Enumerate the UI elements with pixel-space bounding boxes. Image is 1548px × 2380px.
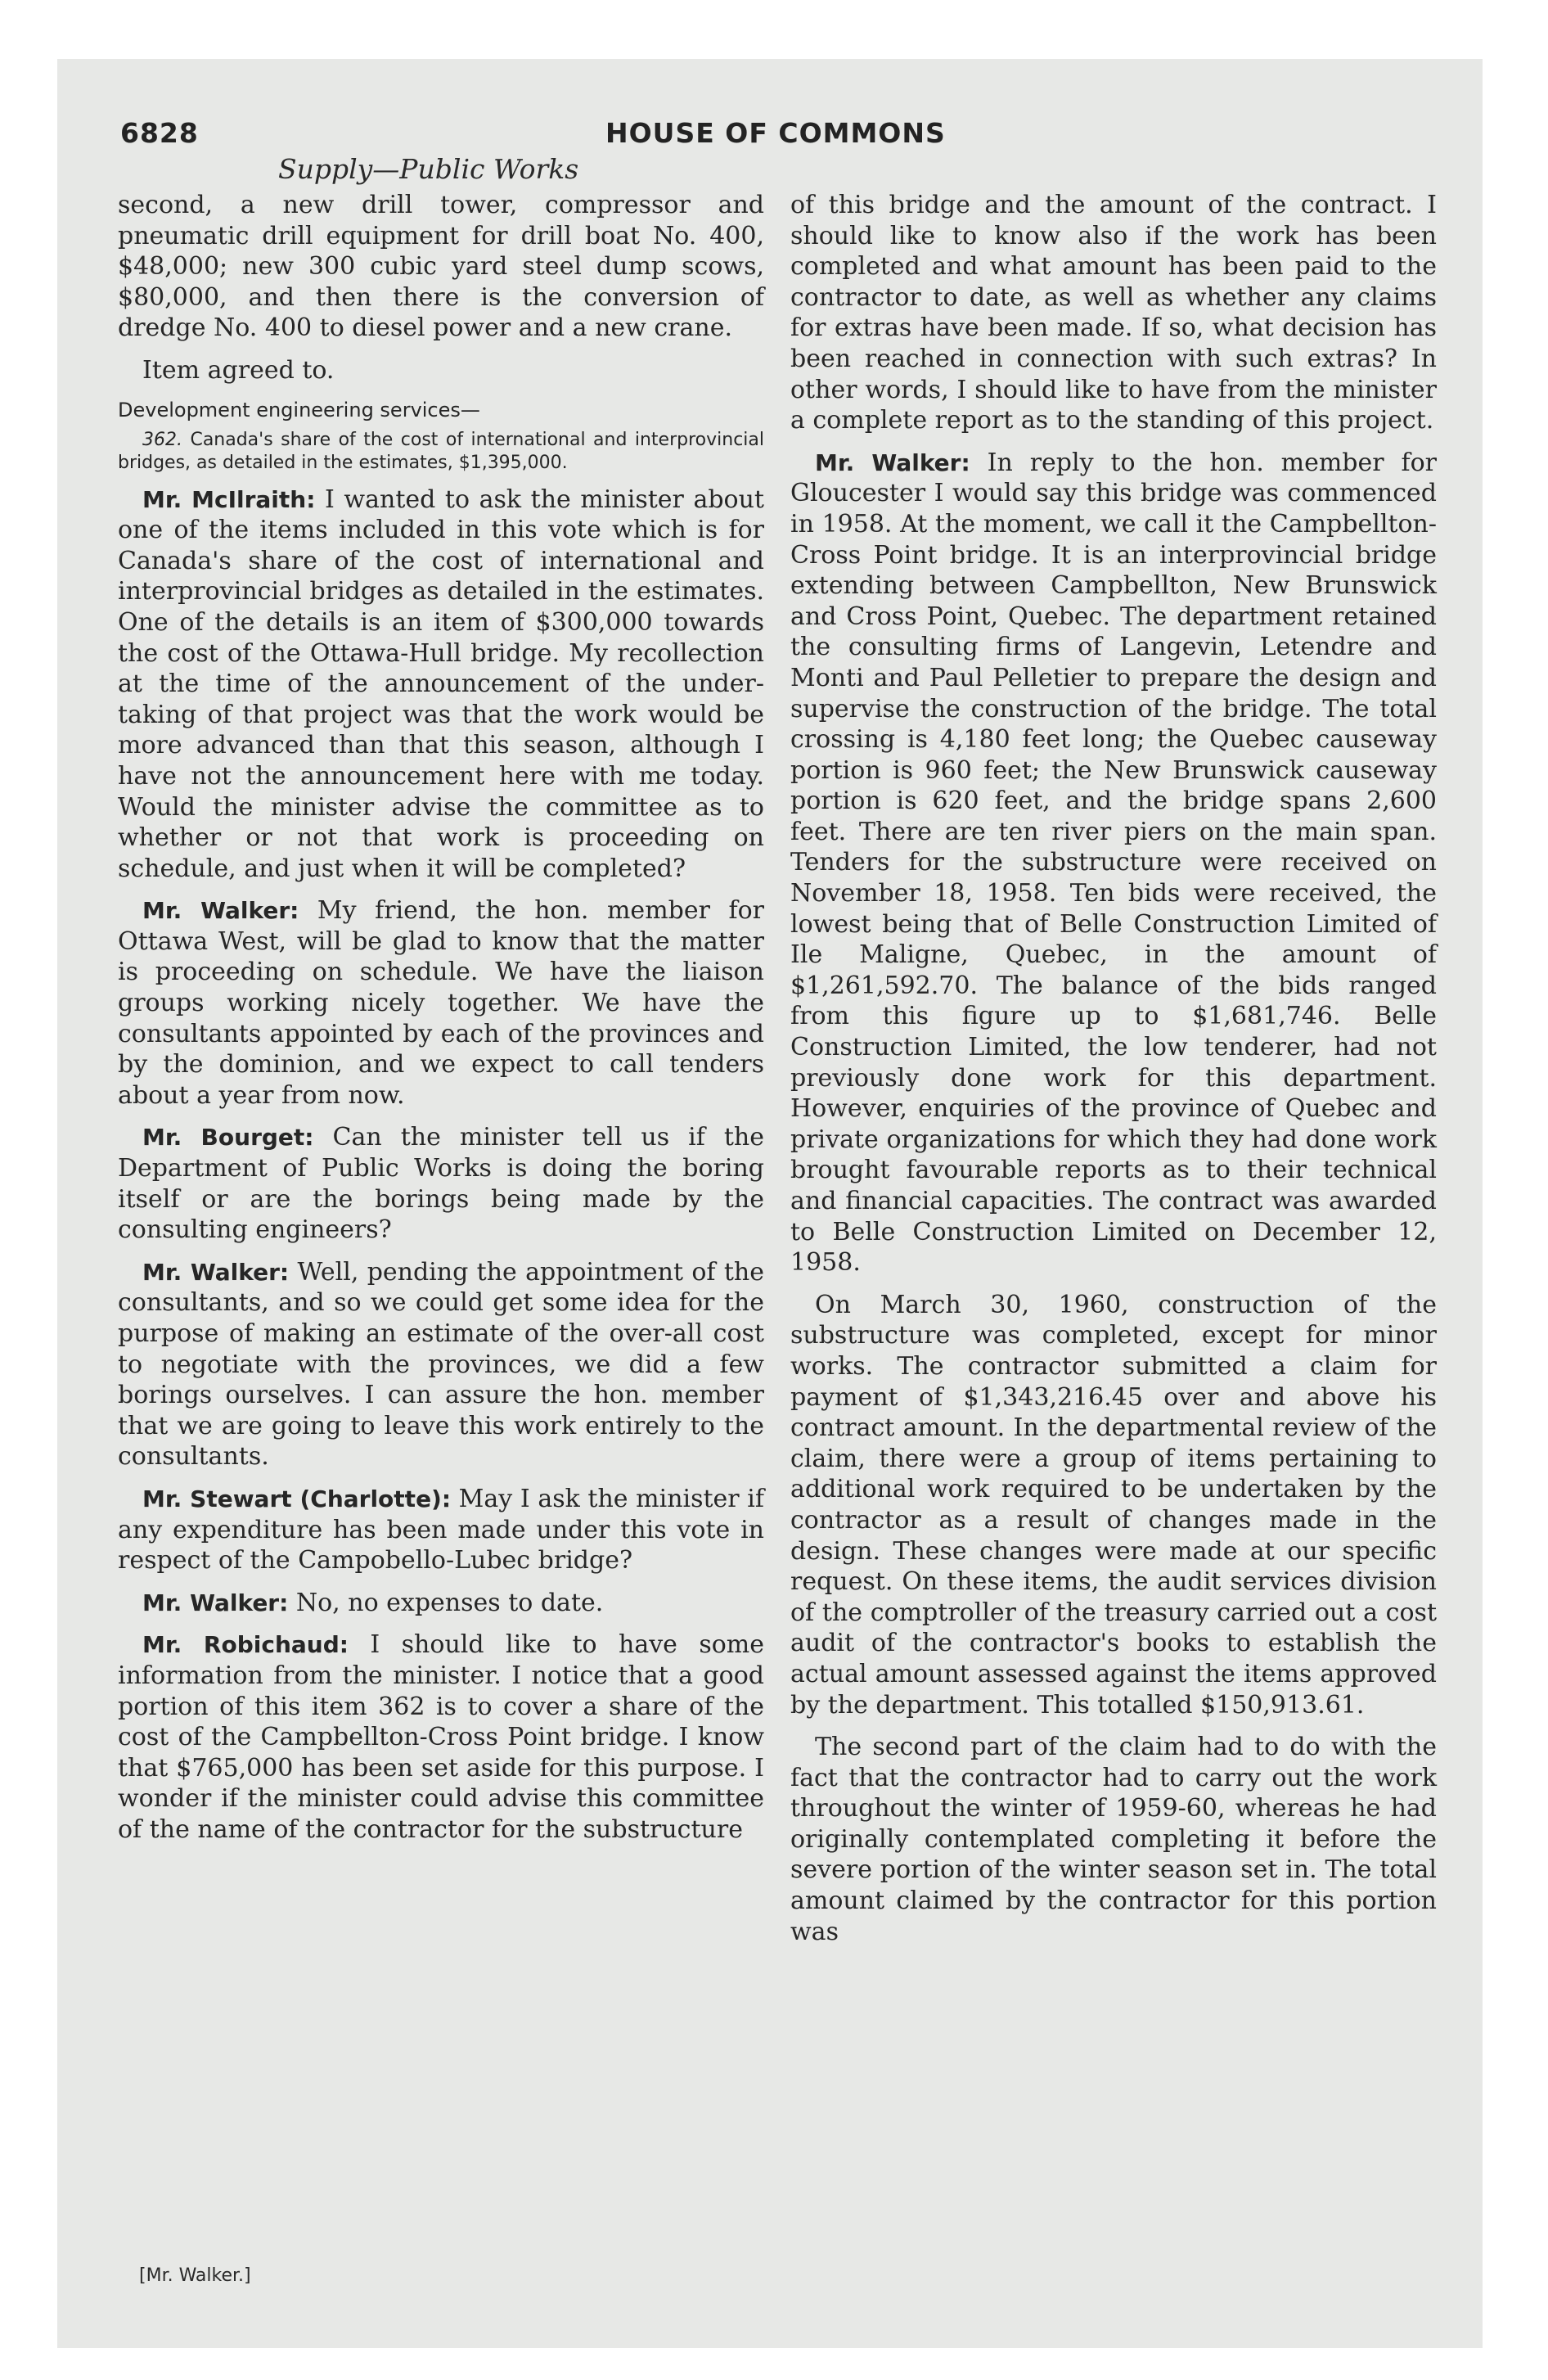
paragraph: On March 30, 1960, construction of the substructure was completed, except for minor works. The contractor submitted a claim for payment of $1,343,216.45 over and above his contract amount. In the departmental review of the claim, there were a group of items pertaining to additional work required to be undertaken by the contractor as a result of changes made in the design. These changes were made at our specific request. On these items, the audit services division of the comptroller of the treasury carried out a cost audit of the contractor's books to establish the actual amount assessed against the items approved by the department. This totalled $150,913.61.	[790, 1290, 1437, 1720]
vote-heading: Development engineering services—	[118, 398, 480, 421]
speaker-name: Mr. Walker:	[815, 449, 970, 476]
paragraph: second, a new drill tower, compressor and pneumatic drill equipment for drill boat No. 400, $48,000; new 300 cubic yard steel dump scows, $80,000, and then there is the conversion of dredge No. 400 to diesel power and a new crane.	[118, 191, 764, 343]
paragraph: The second part of the claim had to do with the fact that the contractor had to carry out the work throughout the winter of 1959-60, whereas he had originally contemplated completing it before the severe portion of the winter season set in. The total amount claimed by the contractor for this portion was	[790, 1733, 1437, 1946]
speaker-name: Mr. Walker:	[142, 1589, 289, 1616]
speech-text: Can the minister tell us if the Department of Public Works is doing the boring itself or are the borings being made by the consulting engineers?	[118, 1123, 765, 1245]
vote-number: 362.	[142, 429, 182, 450]
speech	[118, 1484, 764, 1576]
speech	[118, 1588, 764, 1619]
vote-item	[118, 429, 764, 475]
page-title: HOUSE OF COMMONS	[605, 117, 946, 149]
speaker-name: Mr. Walker:	[142, 1258, 290, 1286]
speaker-name: Mr. Bourget:	[142, 1124, 314, 1152]
speaker-name: Mr. McIlraith:	[142, 485, 316, 513]
paragraph: of this bridge and the amount of the contract. I should like to know also if the work has been completed and what amount has been paid to the contractor to date, as well as whether any claims for extras have been made. If so, what decision has been reached in connection with such extras? In other words, I should like to have from the minister a complete report as to the standing of this project.	[790, 191, 1437, 435]
speech	[790, 448, 1437, 1278]
speaker-name: Mr. Walker:	[142, 897, 299, 925]
speech	[118, 485, 764, 885]
speaker-name: Mr. Stewart (Charlotte):	[142, 1485, 452, 1512]
speech-text: I should like to have some information from the minister. I notice that a good portion of this item 362 is to cover a share of the cost of the Campbellton-Cross Point bridge. I know that $765,000 has been set aside for this purpose. I wonder if the minister could advise this committee of the name of the contractor for the substructure	[118, 1630, 764, 1844]
page-number: 6828	[120, 117, 199, 149]
speech-text: I wanted to ask the minister about one of the items included in this vote which is for Canada's share of the cost of international and interprovincial bridges as detailed in the estimates. One of the details is an item of $300,000 towards the cost of the Ottawa-Hull bridge. My recollection at the time of the announcement of the undertaking of that project was that the work would be more advanced than that this season, although I have not the announcement here with me today. Would the minister advise the committee as to whether or not that work is proceeding on schedule, and just when it will be completed?	[118, 485, 764, 883]
speech-text: Well, pending the appointment of the consultants, and so we could get some idea for the purpose of making an estimate of the over-all cost to negotiate with the provinces, we did a few borings ourselves. I can assure the hon. member that we are going to leave this work entirely to the consultants.	[118, 1257, 765, 1472]
speech-text: My friend, the hon. member for Ottawa West, will be glad to know that the matter is proceeding on schedule. We have the liaison groups working nicely together. We have the consultants appointed by each of the provinces and by the dominion, and we expect to call tenders about a year from now.	[118, 896, 764, 1110]
speech	[118, 1122, 764, 1245]
vote-text: Canada's share of the cost of international and interprovincial bridges, as detailed in the estimates, $1,395,000.	[118, 429, 764, 473]
speaker-name: Mr. Robichaud:	[142, 1631, 349, 1659]
speech	[118, 895, 764, 1111]
footer-speaker-note: [Mr. Walker.]	[139, 2265, 251, 2286]
right-column	[790, 190, 1437, 1959]
left-column	[118, 190, 764, 1857]
speech-text: May I ask the minister if any expenditure has been made under this vote in respect of the Campobello-Lubec bridge?	[118, 1484, 764, 1575]
paragraph: Item agreed to.	[142, 355, 335, 385]
page-subtitle: Supply—Public Works	[278, 153, 579, 185]
speech-text: In reply to the hon. member for Gloucester I would say this bridge was commenced in 1958. At the moment, we call it the Campbellton-Cross Point bridge. It is an interprovincial bridge extending between Campbellton, New Brunswick and Cross Point, Quebec. The department retained the consulting firms of Langevin, Letendre and Monti and Paul Pelletier to prepare the design and supervise the construction of the bridge. The total crossing is 4,180 feet long; the Quebec causeway portion is 960 feet; the New Brunswick causeway portion is 620 feet, and the bridge spans 2,600 feet. There are ten river piers on the main span. Tenders for the substructure were received on November 18, 1958. Ten bids were received, the lowest being that of Belle Construction Limited of Ile Maligne, Quebec, in the amount of $1,261,592.70. The balance of the bids ranged from this figure up to $1,681,746. Belle Construction Limited, the low tenderer, had not previously done work for this department. However, enquiries of the province of Quebec and private organizations for which they had done work brought favourable reports as to their technical and financial capacities. The contract was awarded to Belle Construction Limited on December 12, 1958.	[790, 448, 1438, 1278]
speech	[118, 1257, 764, 1472]
speech	[118, 1629, 764, 1845]
speech-text: No, no expenses to date.	[295, 1588, 604, 1617]
